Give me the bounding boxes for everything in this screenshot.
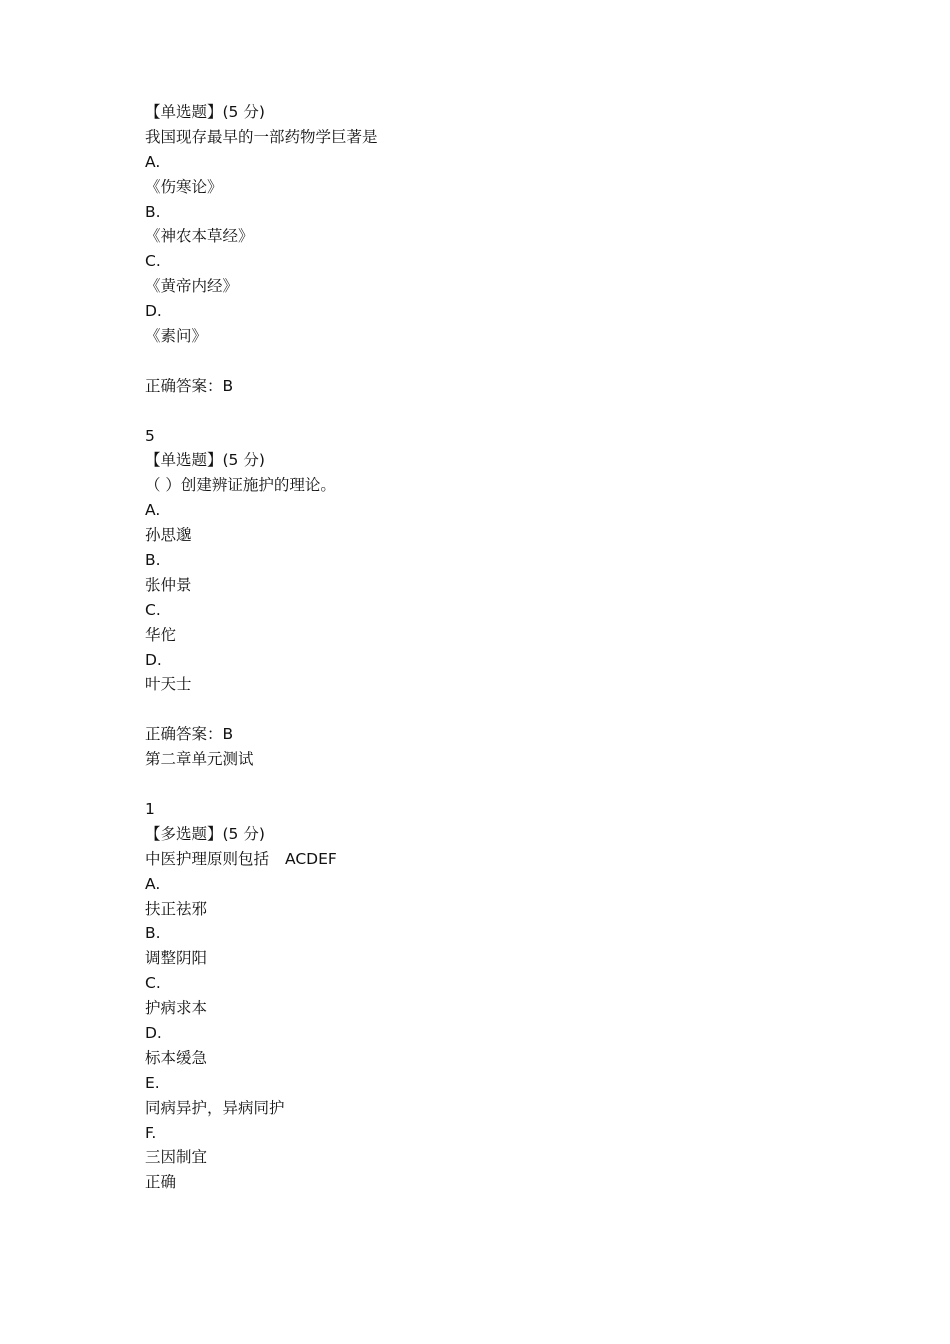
option-text: 《素问》 — [145, 327, 208, 346]
stem-answer: ACDEF — [285, 849, 337, 868]
option-text: 张仲景 — [145, 575, 192, 594]
question-number: 1 — [145, 799, 155, 818]
question-type-label: 【单选题】(5 分) — [145, 451, 265, 470]
option-text: 《伤寒论》 — [145, 177, 223, 196]
option-letter: A. — [145, 152, 161, 171]
option-text: 护病求本 — [145, 999, 208, 1018]
option-letter: B. — [145, 551, 161, 570]
option-letter: D. — [145, 1023, 162, 1042]
option-letter: A. — [145, 501, 161, 520]
option-letter: A. — [145, 874, 161, 893]
question-block — [145, 424, 845, 748]
option-text: 叶天士 — [145, 675, 192, 694]
question-stem: 我国现存最早的一部药物学巨著是 — [145, 127, 378, 146]
blank-line — [145, 349, 845, 374]
option-text: 孙思邈 — [145, 526, 192, 545]
chapter-title: 第二章单元测试 — [145, 750, 254, 769]
correct-answer: 正确答案：B — [145, 725, 234, 744]
document-content — [145, 100, 845, 1195]
option-letter: D. — [145, 302, 162, 321]
option-text: 标本缓急 — [145, 1048, 208, 1067]
question-number: 5 — [145, 426, 155, 445]
option-letter: C. — [145, 974, 161, 993]
option-text: 调整阴阳 — [145, 949, 208, 968]
option-text: 华佗 — [145, 625, 177, 644]
trailing-text: 正确 — [145, 1173, 177, 1192]
option-letter: C. — [145, 600, 161, 619]
option-letter: B. — [145, 924, 161, 943]
option-text: 《神农本草经》 — [145, 227, 254, 246]
option-letter: F. — [145, 1123, 157, 1142]
correct-answer: 正确答案：B — [145, 376, 234, 395]
question-stem: 中医护理原则包括 — [145, 849, 270, 868]
blank-line — [145, 697, 845, 722]
option-text: 《黄帝内经》 — [145, 277, 239, 296]
option-letter: D. — [145, 650, 162, 669]
option-letter: E. — [145, 1073, 160, 1092]
blank-line — [145, 399, 845, 424]
question-stem: （ ）创建辨证施护的理论。 — [145, 476, 336, 495]
question-block — [145, 100, 845, 399]
option-letter: B. — [145, 202, 161, 221]
option-text: 三因制宜 — [145, 1148, 208, 1167]
option-text: 同病异护，异病同护 — [145, 1098, 285, 1117]
option-letter: C. — [145, 252, 161, 271]
question-stem-line — [145, 847, 845, 872]
option-text: 扶正祛邪 — [145, 899, 208, 918]
question-block — [145, 797, 845, 1195]
question-type-label: 【单选题】(5 分) — [145, 103, 265, 121]
question-type-label: 【多选题】(5 分) — [145, 824, 265, 843]
blank-line — [145, 772, 845, 797]
